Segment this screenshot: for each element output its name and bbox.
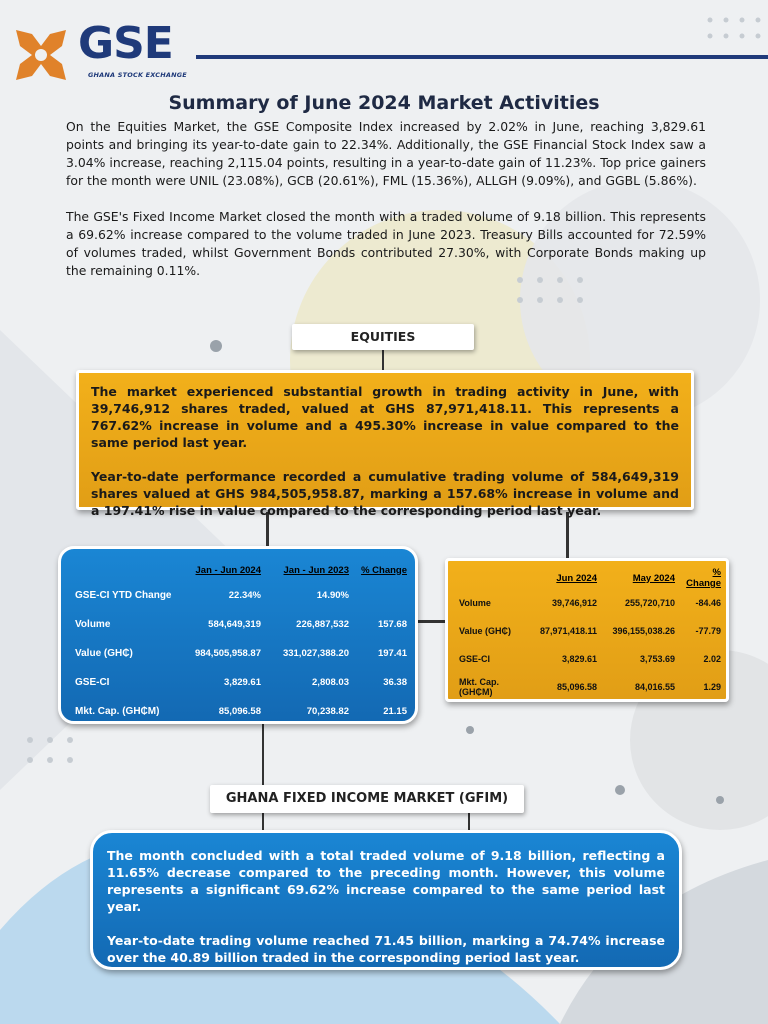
table-cell: 2.02 [703, 654, 721, 664]
page-title: Summary of June 2024 Market Activities [168, 92, 600, 114]
table-cell: 70,238.82 [306, 706, 349, 717]
table-cell: 36.38 [383, 677, 407, 688]
table-cell: 157.68 [377, 619, 407, 630]
table-header-cell [456, 567, 532, 589]
row-label: Mkt. Cap.(GH₵M) [459, 677, 500, 697]
row-label: Value (GH₵) [459, 626, 512, 636]
connector-line [566, 512, 569, 560]
equities-summary-box [76, 370, 694, 518]
row-label: GSE-CI [459, 654, 491, 664]
table-header-cell: Jun 2024 [556, 572, 597, 584]
table-row [71, 610, 411, 639]
connector-line [382, 350, 384, 372]
table-cell: 1.29 [703, 682, 721, 692]
row-label: Value (GH₵) [75, 648, 133, 659]
table-row [456, 645, 724, 673]
row-label: Volume [75, 619, 111, 630]
table-cell: 84,016.55 [634, 682, 675, 692]
equities-section-label: EQUITIES [292, 324, 474, 350]
table-cell: 2,808.03 [312, 677, 349, 688]
monthly-comparison-table [456, 567, 724, 701]
table-cell: -84.46 [695, 598, 721, 608]
table-row [71, 668, 411, 697]
table-header-row [71, 559, 411, 581]
gfim-summary-box [90, 830, 682, 970]
connector-line [468, 813, 470, 831]
table-cell: 197.41 [377, 648, 407, 659]
table-cell: 14.90% [316, 590, 349, 601]
table-row [456, 617, 724, 645]
table-cell [353, 581, 411, 610]
table-cell: 22.34% [228, 590, 261, 601]
equities-ytd-paragraph: Year-to-date performance recorded a cumulative trading volume of 584,649,319 shares valued at GHS 984,505,958.87, marking a 157.68% increase in volume and a 197.41% rise in value compared to the corresponding period last year. [91, 469, 679, 518]
table-cell: 984,505,958.87 [194, 648, 261, 659]
table-row [71, 581, 411, 610]
table-cell: 255,720,710 [624, 598, 675, 608]
monthly-comparison-panel [445, 558, 729, 702]
logo-wordmark: GSE [78, 18, 173, 69]
ytd-comparison-panel [58, 546, 418, 724]
table-row [456, 673, 724, 701]
row-label: GSE-CI YTD Change [75, 590, 172, 601]
connector-line [418, 620, 446, 623]
table-cell: 584,649,319 [208, 619, 261, 630]
intro-paragraph-equities: On the Equities Market, the GSE Composite Index increased by 2.02% in June, reaching 3,829.61 points and bringing its year-to-date gain to 22.34%. Additionally, the GSE Financial Stock Index saw a 3.04% increase, reaching 2,115.04 points, resulting in a year-to-date gain of 11.23%. Top price gainers for the month were UNIL (23.08%), GCB (20.61%), FML (15.36%), ALLGH (9.09%), and GGBL (5.86%). [66, 119, 706, 188]
table-cell: 331,027,388.20 [282, 648, 349, 659]
gfim-monthly-paragraph: The month concluded with a total traded volume of 9.18 billion, reflecting a 11.65% decrease compared to the preceding month. However, this volume represents a significant 69.62% increase compared to the same period last year. [107, 848, 665, 914]
table-row [71, 639, 411, 668]
table-header-cell: Jan - Jun 2023 [283, 564, 349, 576]
logo-subtitle: GHANA STOCK EXCHANGE [88, 71, 187, 79]
table-row [456, 589, 724, 617]
table-header-cell: % Change [686, 567, 721, 589]
table-cell: 3,829.61 [561, 654, 597, 664]
row-label: Volume [459, 598, 491, 608]
gfim-ytd-paragraph: Year-to-date trading volume reached 71.45 billion, marking a 74.74% increase over the 40.89 billion traded in the corresponding period last year. [107, 933, 665, 965]
table-header-cell [71, 559, 179, 581]
table-cell: 39,746,912 [551, 598, 597, 608]
table-cell: 226,887,532 [296, 619, 349, 630]
table-cell: 85,096.58 [218, 706, 261, 717]
gse-x-logo-icon [10, 24, 72, 86]
row-label: GSE-CI [75, 677, 110, 688]
table-cell: 21.15 [383, 706, 407, 717]
table-cell: 3,829.61 [224, 677, 261, 688]
equities-monthly-paragraph: The market experienced substantial growth in trading activity in June, with 39,746,912 shares traded, valued at GHS 87,971,418.11. This represents a 767.62% increase in volume and a 495.30% increase in value compared to the same period last year. [91, 384, 679, 450]
table-cell: 85,096.58 [556, 682, 597, 692]
row-label: Mkt. Cap. (GH₵M) [75, 706, 160, 717]
table-header-cell: % Change [361, 564, 407, 576]
connector-line [262, 724, 264, 786]
gse-logo [10, 18, 200, 86]
table-cell: 87,971,418.11 [539, 626, 597, 636]
header-rule [196, 55, 768, 59]
table-cell: -77.79 [695, 626, 721, 636]
gfim-section-label: GHANA FIXED INCOME MARKET (GFIM) [210, 785, 524, 813]
intro-text [66, 118, 706, 298]
table-cell: 3,753.69 [639, 654, 675, 664]
intro-paragraph-fixed-income: The GSE's Fixed Income Market closed the month with a traded volume of 9.18 billion. This represents a 69.62% increase compared to the volume traded in June 2023. Treasury Bills accounted for 72.59% of volumes traded, whilst Government Bonds contributed 27.30%, with Corporate Bonds making up the remaining 0.11%. [66, 209, 706, 278]
table-header-cell: Jan - Jun 2024 [195, 564, 261, 576]
ytd-comparison-table [71, 559, 411, 726]
table-header-cell: May 2024 [632, 572, 675, 584]
table-cell: 396,155,038.26 [612, 626, 675, 636]
table-header-row [456, 567, 724, 589]
table-row [71, 697, 411, 726]
connector-line [262, 813, 264, 831]
